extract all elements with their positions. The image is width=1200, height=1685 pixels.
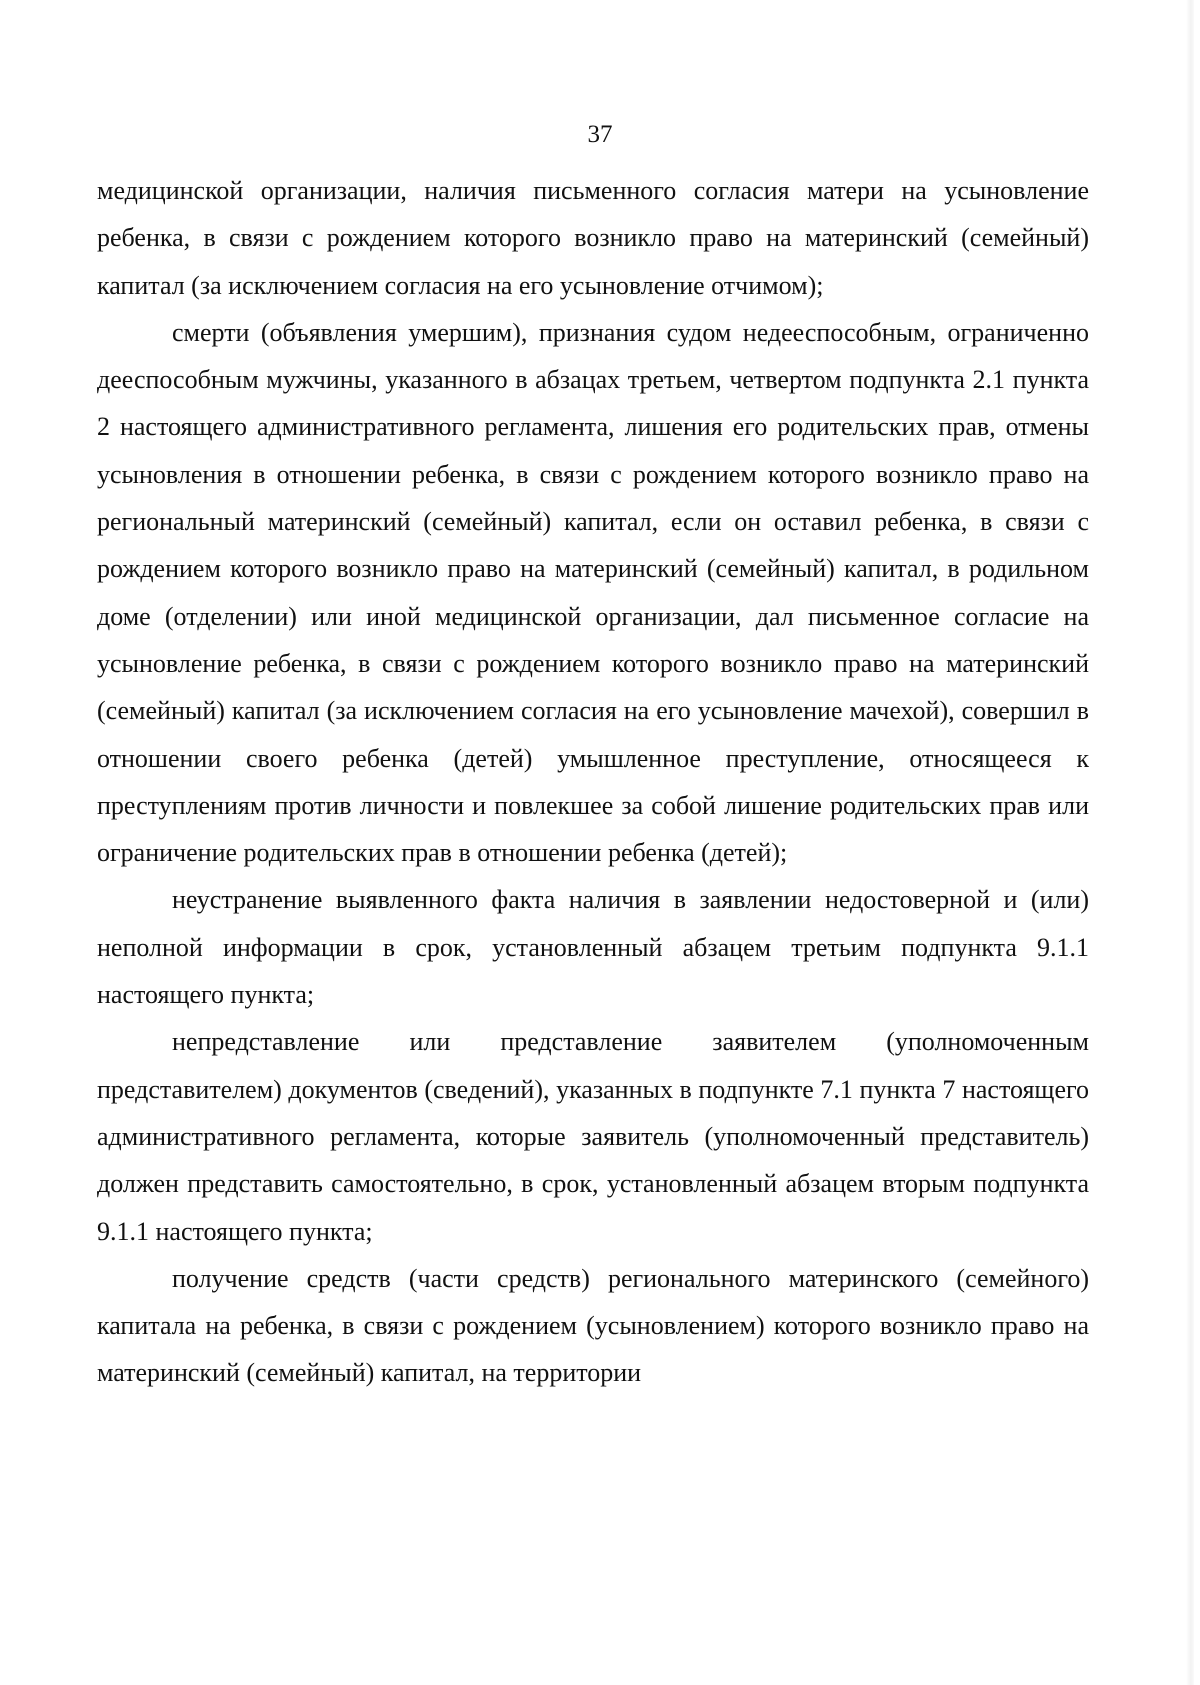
paragraph-uncorrected-info: неустранение выявленного факта наличия в заявлении недостоверной и (или) неполной информации в срок, установленный абзацем третьим подпункта 9.1.1 настоящего пункта; (97, 885, 1089, 1010)
page-number: 37 (587, 121, 613, 148)
paragraph-funds-received: получение средств (части средств) регионального материнского (семейного) капитала на ребенка, в связи с рождением (усыновлением) которого возникло право на материнский (семейный) капитал, на территории (97, 1263, 1089, 1388)
paragraph-continuation: медицинской организации, наличия письменного согласия матери на усыновление ребенка, в связи с рождением которого возникло право на материнский (семейный) капитал (за исключением согласия на его усыновление отчимом); (97, 176, 1089, 300)
paragraph-missing-documents: непредставление или представление заявителем (уполномоченным представителем) документов (сведений), указанных в подпункте 7.1 пункта 7 настоящего административного регламента, которые заявитель (уполномоченный представитель) должен представить самостоятельно, в срок, установленный абзацем вторым подпункта 9.1.1 настоящего пункта; (97, 1027, 1089, 1246)
scan-edge-shadow (1186, 0, 1194, 1685)
paragraph-death-of-father: смерти (объявления умершим), признания судом недееспособным, ограниченно дееспособным мужчины, указанного в абзацах третьем, четвертом подпункта 2.1 пункта 2 настоящего административного регламента, лишения его родительских прав, отмены усыновления в отношении ребенка, в связи с рождением которого возникло право на региональный материнский (семейный) капитал, если он оставил ребенка, в связи с рождением которого возникло право на материнский (семейный) капитал, в родильном доме (отделении) или иной медицинской организации, дал письменное согласие на усыновление ребенка, в связи с рождением которого возникло право на материнский (семейный) капитал (за исключением согласия на его усыновление мачехой), совершил в отношении своего ребенка (детей) умышленное преступление, относящееся к преступлениям против личности и повлекшее за собой лишение родительских прав или ограничение родительских прав в отношении ребенка (детей); (97, 317, 1089, 868)
document-body (97, 167, 1089, 1397)
